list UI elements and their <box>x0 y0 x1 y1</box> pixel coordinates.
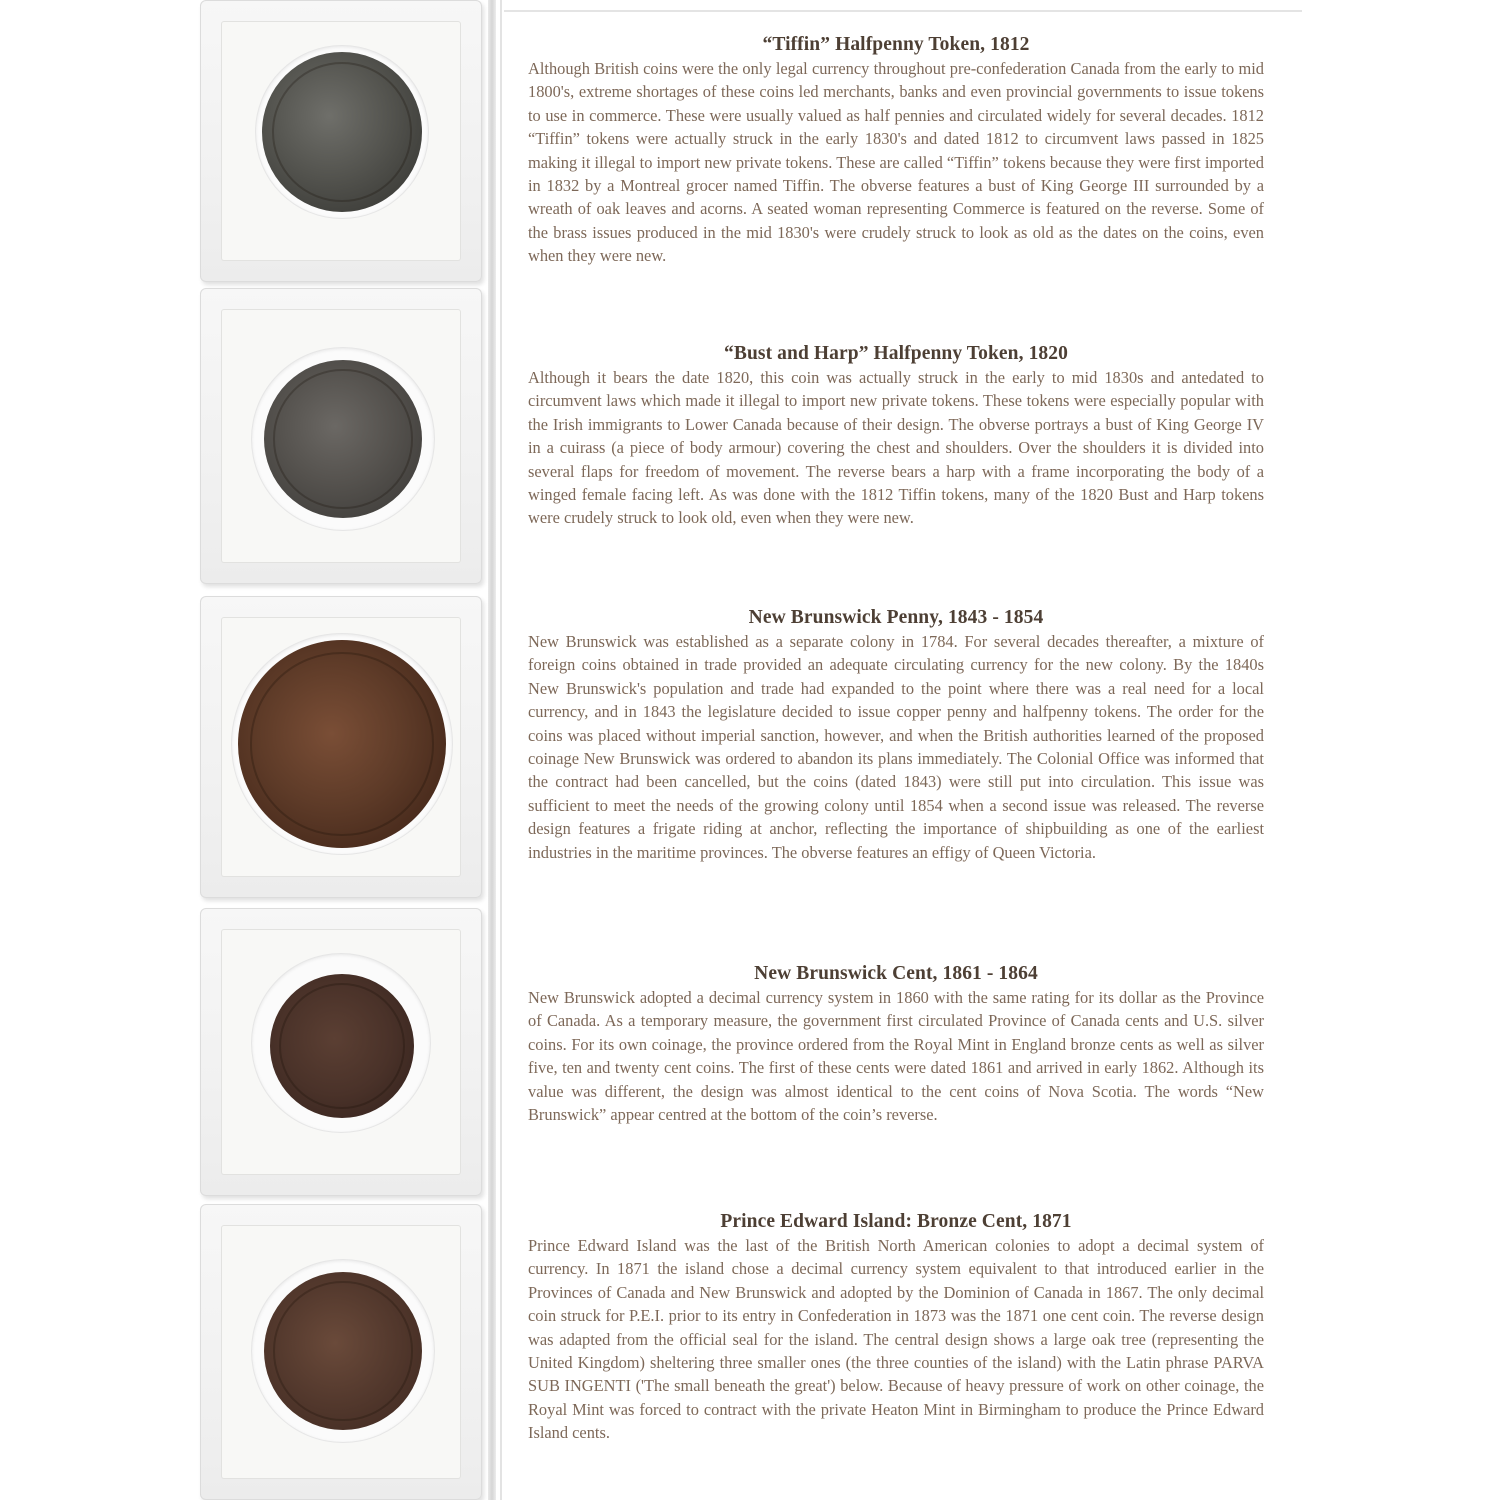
page-divider <box>500 0 502 1500</box>
coin-window <box>232 634 452 854</box>
section-body: Although it bears the date 1820, this coin was actually struck in the early to mid 1830s and antedated to circumvent laws which made it illegal to import new private tokens. These tokens were especially popular with the Irish immigrants to Lower Canada because of their design. The obverse portrays a bust of King George IV in a cuirass (a piece of body armour) covering the chest and shoulders. Over the shoulders it is divided into several flaps for freedom of movement. The reverse bears a harp with a frame incorporating the body of a winged female facing left. As was done with the 1812 Tiffin tokens, many of the 1820 Bust and Harp tokens were crudely struck to look old, even when they were new. <box>528 368 1264 528</box>
coin-window <box>252 348 434 530</box>
coin-window <box>252 1260 434 1442</box>
coin-holder-card <box>222 1226 460 1478</box>
section-title: New Brunswick Cent, 1861 - 1864 <box>754 963 1038 984</box>
coin-window <box>252 954 430 1132</box>
coin-holder-card <box>222 310 460 562</box>
new-brunswick-penny-coin-image <box>238 640 446 848</box>
coin-pocket-2 <box>200 288 482 584</box>
section-bust-and-harp <box>528 342 1264 530</box>
tiffin-token-coin-image <box>262 52 422 212</box>
description-panel <box>528 0 1264 1500</box>
coin-holder-card <box>222 22 460 260</box>
coin-holder-card <box>222 930 460 1174</box>
coin-holder-column <box>196 0 496 1500</box>
new-brunswick-cent-coin-image <box>270 974 414 1118</box>
coin-pocket-1 <box>200 0 482 282</box>
section-pei-cent <box>528 1210 1264 1445</box>
section-new-brunswick-penny <box>528 606 1264 864</box>
pei-cent-coin-image <box>264 1272 422 1430</box>
section-title: “Bust and Harp” Halfpenny Token, 1820 <box>724 343 1068 364</box>
section-title: New Brunswick Penny, 1843 - 1854 <box>748 607 1044 628</box>
coin-holder-card <box>222 618 460 876</box>
coin-pocket-3 <box>200 596 482 898</box>
album-spine <box>488 0 496 1500</box>
section-body: Prince Edward Island was the last of the British North American colonies to adopt a decimal system of currency. In 1871 the island chose a decimal currency system equivalent to that introduced earlier in the Provinces of Canada and New Brunswick and adopted by the Dominion of Canada in 1867. The only decimal coin struck for P.E.I. prior to its entry in Confederation in 1873 was the 1871 one cent coin. The reverse design was adapted from the official seal for the island. The central design shows a large oak tree (representing the United Kingdom) sheltering three smaller ones (the three counties of the island) with the Latin phrase PARVA SUB INGENTI ('The small beneath the great') below. Because of heavy pressure of work on other coinage, the Royal Mint was forced to contract with the private Heaton Mint in Birmingham to produce the Prince Edward Island cents. <box>528 1236 1264 1443</box>
coin-pocket-5 <box>200 1204 482 1500</box>
bust-and-harp-coin-image <box>264 360 422 518</box>
section-body: New Brunswick was established as a separate colony in 1784. For several decades thereafter, a mixture of foreign coins obtained in trade provided an adequate circulating currency for the new colony. By the 1840s New Brunswick's population and trade had expanded to the point where there was a real need for a local currency, and in 1843 the legislature decided to issue copper penny and halfpenny tokens. The order for the coins was placed without imperial sanction, however, and when the British authorities learned of the proposed coinage New Brunswick was ordered to abandon its plans immediately. The Colonial Office was informed that the contract had been cancelled, but the coins (dated 1843) were still put into circulation. This issue was sufficient to meet the needs of the growing colony until 1854 when a second issue was released. The reverse design features a frigate riding at anchor, reflecting the importance of shipbuilding as one of the earliest industries in the maritime provinces. The obverse features an effigy of Queen Victoria. <box>528 632 1264 862</box>
coin-pocket-4 <box>200 908 482 1196</box>
section-new-brunswick-cent <box>528 962 1264 1126</box>
section-body: New Brunswick adopted a decimal currency system in 1860 with the same rating for its dollar as the Province of Canada. As a temporary measure, the government first circulated Province of Canada cents and U.S. silver coins. For its own coinage, the province ordered from the Royal Mint in England bronze cents as well as silver five, ten and twenty cent coins. The first of these cents were dated 1861 and arrived in early 1862. Although its value was different, the design was almost identical to the cent coins of Nova Scotia. The words “New Brunswick” appear centred at the bottom of the coin’s reverse. <box>528 988 1264 1125</box>
coin-window <box>256 46 428 218</box>
section-title: “Tiffin” Halfpenny Token, 1812 <box>762 34 1030 55</box>
section-title: Prince Edward Island: Bronze Cent, 1871 <box>720 1211 1072 1232</box>
section-tiffin-token <box>528 33 1264 268</box>
section-body: Although British coins were the only legal currency throughout pre-confederation Canada from the early to mid 1800's, extreme shortages of these coins led merchants, banks and even provincial governments to issue tokens to use in commerce. These were usually valued as half pennies and circulated widely for several decades. 1812 “Tiffin” tokens were actually struck in the early 1830's and dated 1812 to circumvent laws passed in 1825 making it illegal to import new private tokens. These are called “Tiffin” tokens because they were first imported in 1832 by a Montreal grocer named Tiffin. The obverse features a bust of King George III surrounded by a wreath of oak leaves and acorns. A seated woman representing Commerce is featured on the reverse. Some of the brass issues produced in the mid 1830's were crudely struck to look as old as the dates on the coins, even when they were new. <box>528 59 1264 266</box>
